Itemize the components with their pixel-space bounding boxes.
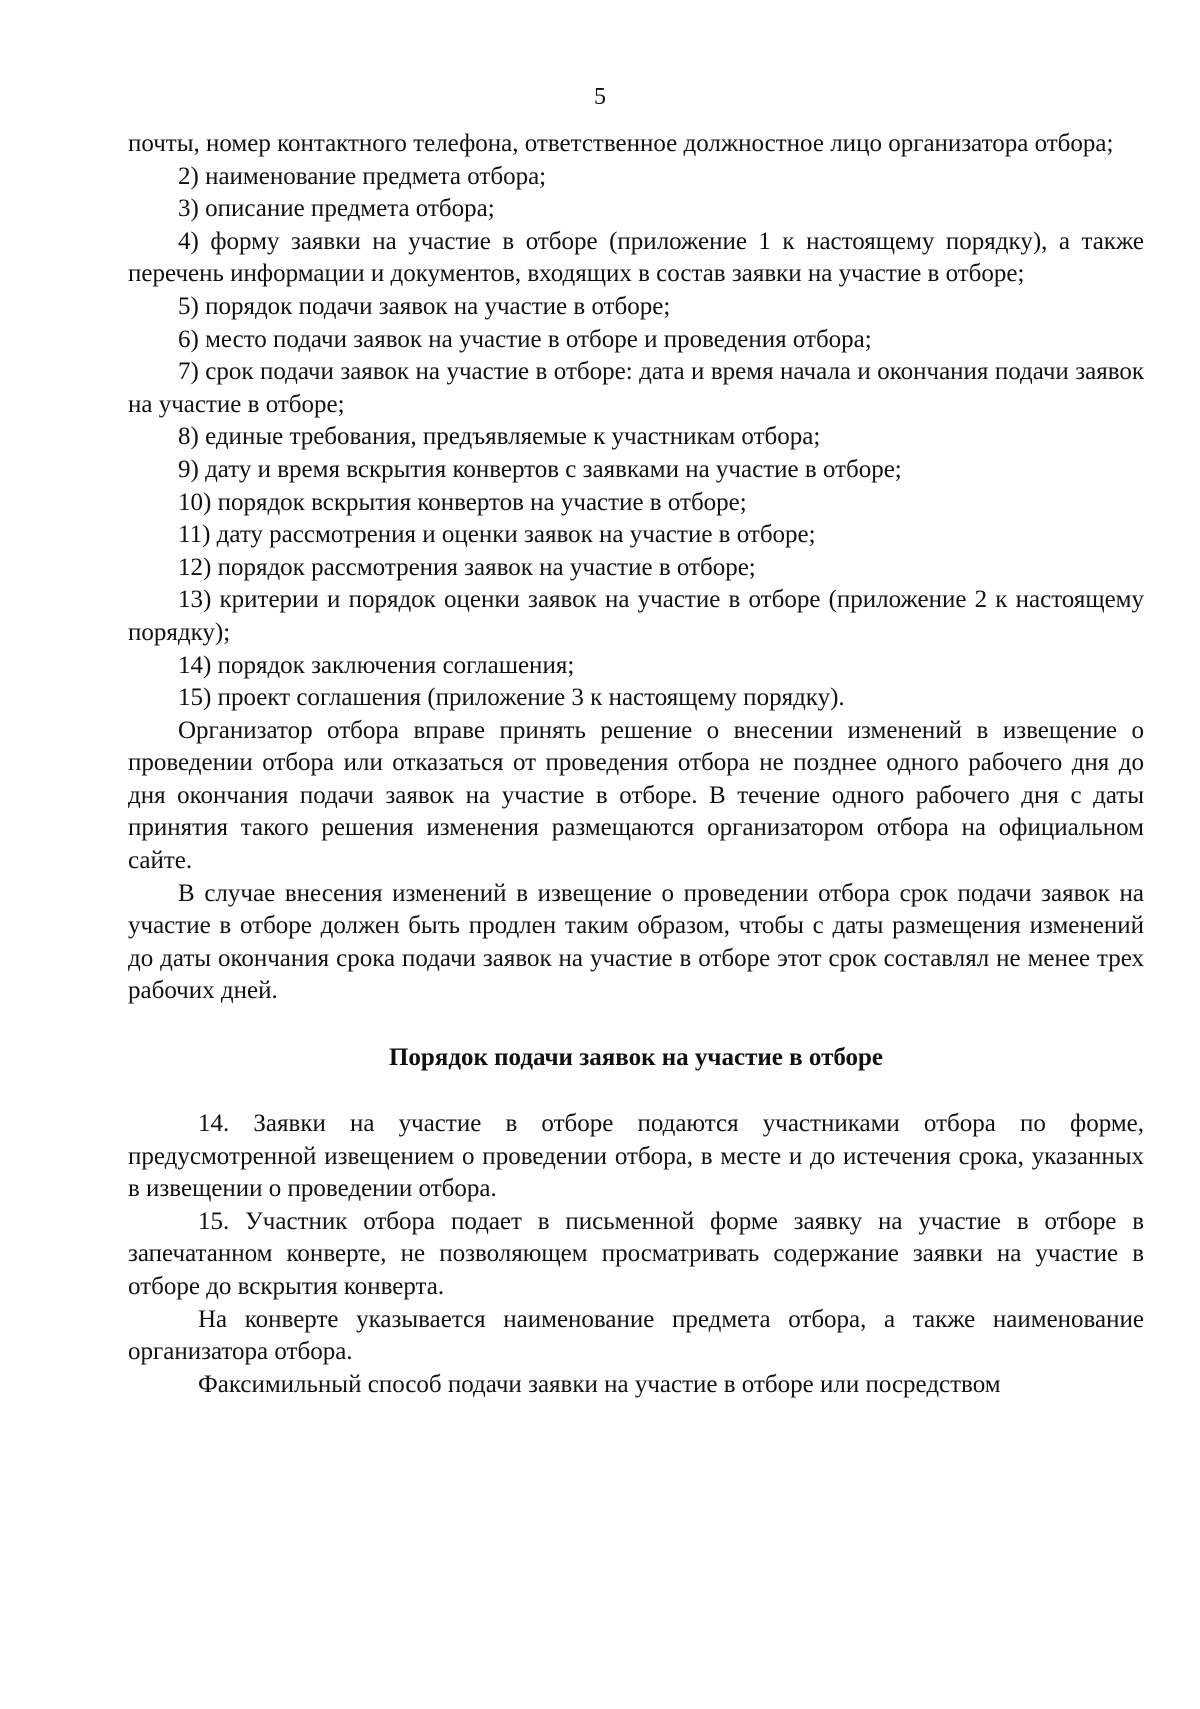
document-body — [128, 128, 1144, 1401]
clause-15: 15. Участник отбора подает в письменной форме заявку на участие в отборе в запечатанном конверте, не позволяющем просматривать содержание заявки на участие в отборе до вскрытия конверта. — [128, 1207, 1144, 1300]
list-item-15: 15) проект соглашения (приложение 3 к настоящему порядку). — [178, 684, 845, 712]
clause-14: 14. Заявки на участие в отборе подаются участниками отбора по форме, предусмотренной извещением о проведении отбора, в месте и до истечения срока, указанных в извещении о проведении отбора. — [128, 1110, 1144, 1203]
paragraph-fax-submission: Факсимильный способ подачи заявки на участие в отборе или посредством — [198, 1370, 1001, 1398]
paragraph-deadline-extension: В случае внесения изменений в извещение о проведении отбора срок подачи заявок на участие в отборе должен быть продлен таким образом, чтобы с даты размещения изменений до даты окончания срока подачи заявок на участие в отборе этот срок составлял не менее трех рабочих дней. — [128, 879, 1144, 1005]
list-item-7: 7) срок подачи заявок на участие в отборе: дата и время начала и окончания подачи заявок на участие в отборе; — [128, 358, 1144, 418]
list-item-14: 14) порядок заключения соглашения; — [178, 651, 575, 679]
list-item-5: 5) порядок подачи заявок на участие в отборе; — [178, 292, 671, 320]
list-item-12: 12) порядок рассмотрения заявок на участие в отборе; — [178, 553, 756, 581]
list-item-13: 13) критерии и порядок оценки заявок на участие в отборе (приложение 2 к настоящему порядку); — [128, 586, 1144, 646]
list-item-9: 9) дату и время вскрытия конвертов с заявками на участие в отборе; — [178, 455, 902, 483]
list-item-11: 11) дату рассмотрения и оценки заявок на участие в отборе; — [178, 521, 816, 549]
section-heading: Порядок подачи заявок на участие в отборе — [388, 1044, 884, 1072]
list-item-10: 10) порядок вскрытия конвертов на участие в отборе; — [178, 488, 747, 516]
list-item-6: 6) место подачи заявок на участие в отборе и проведения отбора; — [178, 325, 872, 353]
page-number: 5 — [594, 84, 606, 110]
paragraph-amendments: Организатор отбора вправе принять решение о внесении изменений в извещение о проведении отбора или отказаться от проведения отбора не позднее одного рабочего дня до дня окончания подачи заявок на участие в отборе. В течение одного рабочего дня с даты принятия такого решения изменения размещаются организатором отбора на официальном сайте. — [128, 716, 1144, 875]
paragraph-continuation: почты, номер контактного телефона, ответственное должностное лицо организатора отбора; — [128, 130, 1114, 157]
list-item-8: 8) единые требования, предъявляемые к участникам отбора; — [178, 423, 821, 451]
paragraph-envelope: На конверте указывается наименование предмета отбора, а также наименование организатора отбора. — [128, 1305, 1144, 1366]
list-item-2: 2) наименование предмета отбора; — [178, 162, 547, 190]
list-item-4: 4) форму заявки на участие в отборе (приложение 1 к настоящему порядку), а также перечень информации и документов, входящих в состав заявки на участие в отборе; — [128, 227, 1144, 288]
list-item-3: 3) описание предмета отбора; — [178, 195, 495, 223]
